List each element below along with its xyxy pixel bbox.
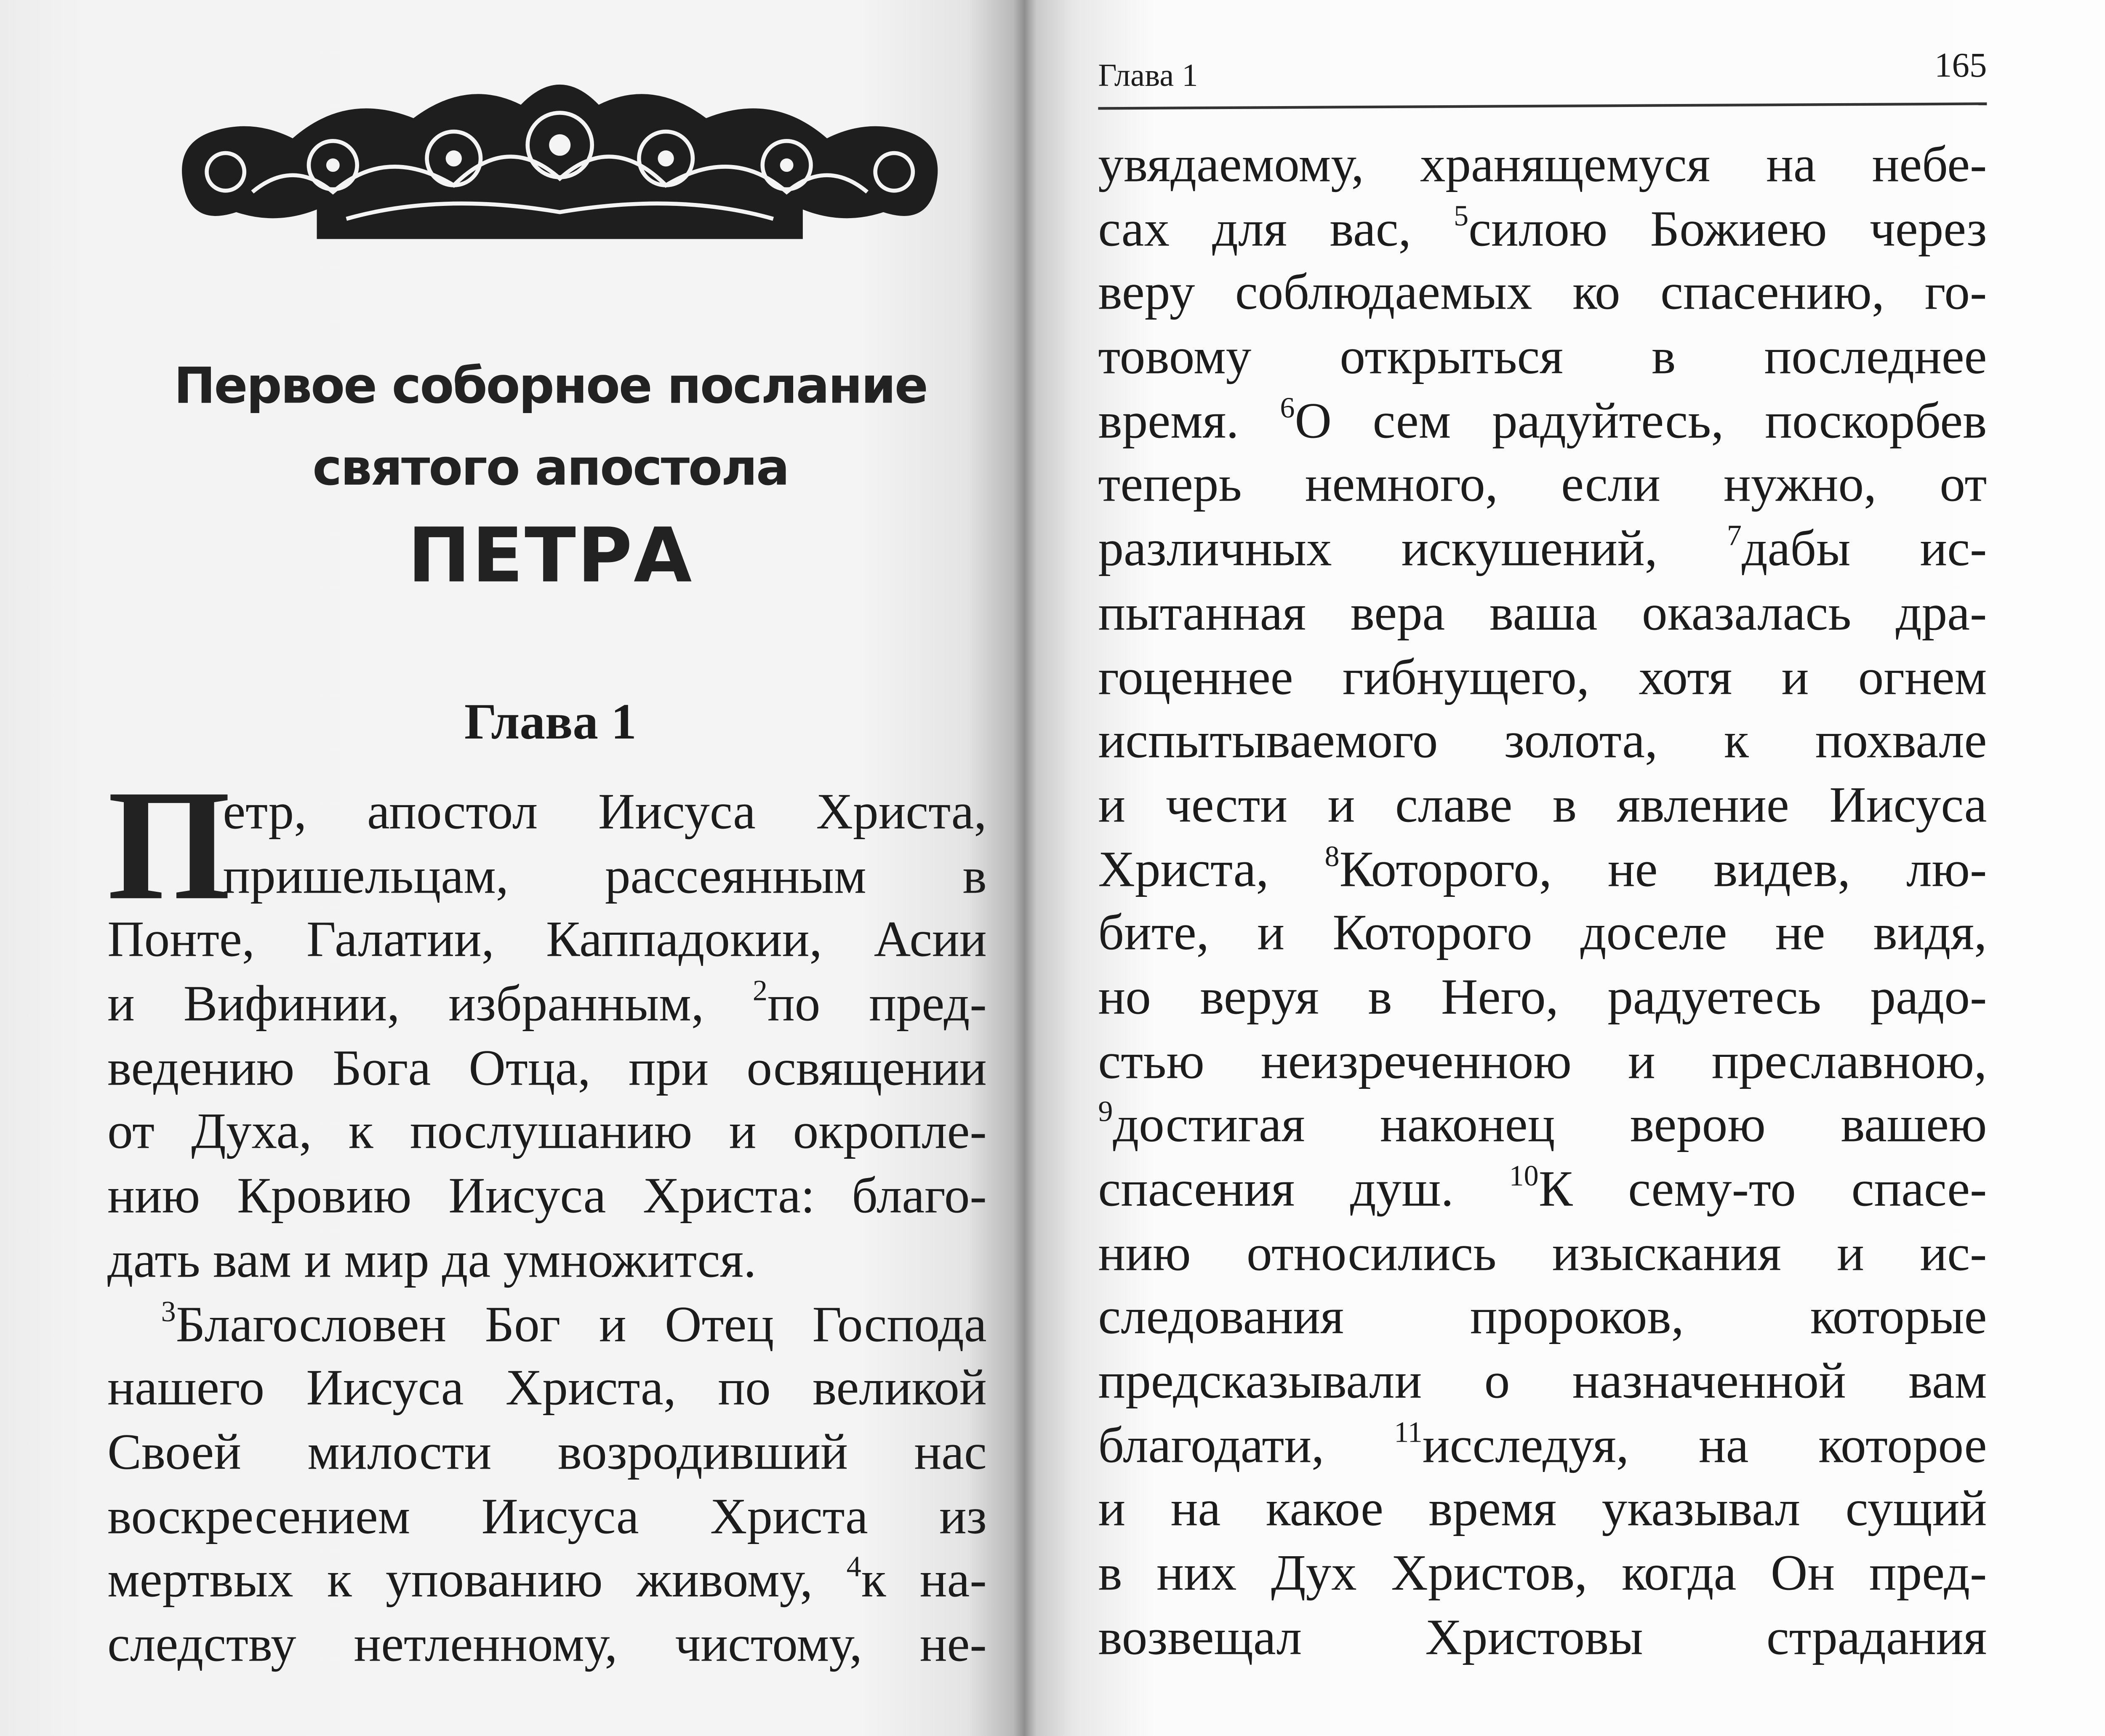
epistle-title-line-3: ПЕТРА (408, 513, 693, 600)
header-rule (1098, 102, 1987, 109)
text-line: $^3$Благословен Бог и Отец Господа (161, 1293, 987, 1353)
text-line: товому открыться в последнее (1098, 329, 1987, 386)
verse-number: 6 (1280, 390, 1295, 424)
verse-number: 4 (846, 1549, 861, 1584)
verse-number: 7 (1727, 518, 1742, 552)
text-line: дать вам и мир да умножится. (107, 1232, 757, 1289)
verse-number: 11 (1394, 1415, 1423, 1448)
text-line: мертвых к упованию живому, $^4$к на- (107, 1549, 987, 1609)
text-line: Христа, $^8$Которого, не видев, лю- (1098, 838, 1987, 898)
text-line: пришельцам, рассеянным в (223, 848, 987, 905)
text-line: и Вифинии, избранным, $^2$по пред- (107, 973, 987, 1033)
verse-number: 2 (752, 973, 767, 1007)
text-line: испытываемого золота, к похвале (1098, 713, 1987, 770)
text-line: ведению Бога Отца, при освящении (107, 1040, 987, 1097)
right-page-body-text (1098, 134, 1987, 1671)
verse-number: 9 (1098, 1094, 1113, 1128)
text-line: $^9$достигая наконец верою вашею (1098, 1094, 1987, 1154)
left-page-body-text (107, 757, 987, 1678)
text-line: Понте, Галатии, Каппадокии, Асии (107, 912, 987, 969)
epistle-title-line-1: Первое соборное послание (173, 357, 927, 415)
text-line: различных искушений, $^7$дабы ис- (1098, 518, 1987, 578)
text-line: гоценнее гибнущего, хотя и огнем (1098, 649, 1987, 706)
text-line: время. $^6$О сем радуйтесь, поскорбев (1098, 390, 1987, 450)
text-line: и чести и славе в явление Иисуса (1098, 777, 1987, 834)
text-line: в них Дух Христов, когда Он пред- (1098, 1545, 1987, 1602)
ornamental-headpiece (172, 64, 948, 252)
epistle-title-line-2: святого апостола (312, 439, 789, 497)
text-line: предсказывали о назначенной вам (1098, 1353, 1987, 1410)
verse-number: 3 (161, 1293, 176, 1328)
text-line: благодати, $^{11}$исследуя, на которое (1098, 1415, 1987, 1474)
left-page (0, 0, 1020, 1736)
text-line: но веруя в Него, радуетесь радо- (1098, 969, 1987, 1026)
text-line: нашего Иисуса Христа, по великой (107, 1360, 987, 1417)
text-line: сах для вас, $^5$силою Божиею через (1098, 198, 1987, 258)
text-line: воскресением Иисуса Христа из (107, 1488, 987, 1545)
text-line: нию Кровию Иисуса Христа: благо- (107, 1168, 987, 1225)
verse-number: 5 (1454, 198, 1469, 232)
text-line: спасения душ. $^{10}$К сему-то спасе- (1098, 1158, 1987, 1218)
text-line: Своей милости возродивший нас (107, 1424, 987, 1481)
page-number: 165 (1934, 45, 1987, 85)
text-line: етр, апостол Иисуса Христа, (223, 784, 987, 841)
text-line: и на какое время указывал сущий (1098, 1481, 1987, 1538)
text-line: увядаемому, хранящемуся на небе- (1098, 137, 1987, 194)
text-line: пытанная вера ваша оказалась дра- (1098, 585, 1987, 642)
right-page (1034, 0, 2105, 1736)
verse-number: 8 (1324, 838, 1340, 872)
text-line: бите, и Которого доселе не видя, (1098, 905, 1987, 962)
text-line: веру соблюдаемых ко спасению, го- (1098, 265, 1987, 322)
running-head: Глава 1 (1098, 59, 1198, 94)
text-line: следования пророков, которые (1098, 1289, 1987, 1346)
text-line: от Духа, к послушанию и окропле- (107, 1104, 987, 1161)
chapter-heading: Глава 1 (464, 694, 637, 751)
text-line: стью неизреченною и преславною, (1098, 1033, 1987, 1090)
text-line: нию относились изыскания и ис- (1098, 1225, 1987, 1282)
text-line: следству нетленному, чистому, не- (107, 1616, 987, 1673)
text-line: возвещал Христовы страдания (1098, 1609, 1987, 1666)
verse-number: 10 (1509, 1158, 1539, 1192)
drop-cap: П (107, 757, 231, 933)
text-line: теперь немного, если нужно, от (1098, 457, 1987, 514)
